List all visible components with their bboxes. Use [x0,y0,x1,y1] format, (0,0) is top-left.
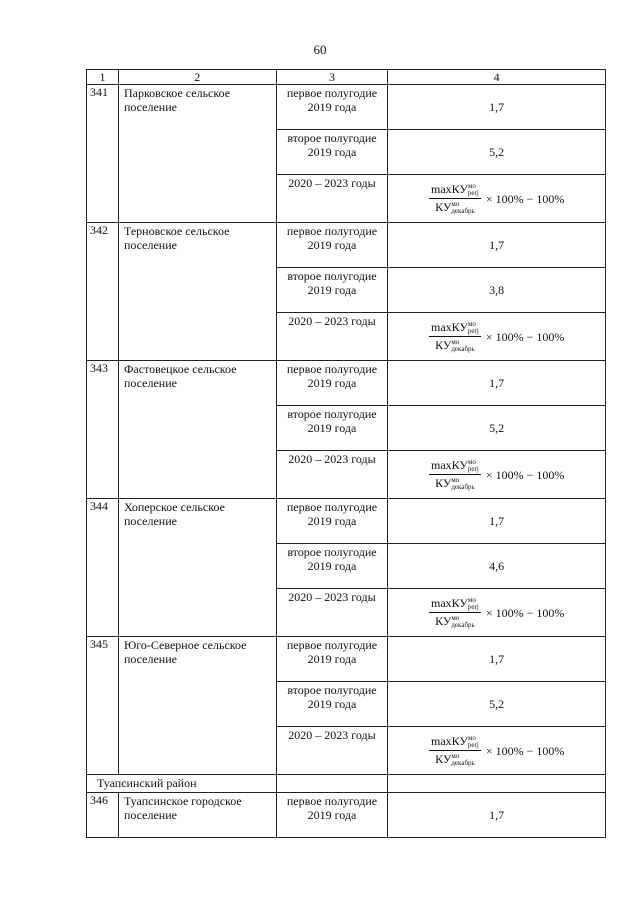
denominator-indices [451,339,474,353]
row-number: 345 [87,637,119,775]
formula-denominator [429,475,481,491]
numerator-sup: мо [467,734,476,742]
formula-numerator [429,320,481,337]
denominator-sup: мо [451,338,460,347]
settlement-name: Парковское сельское поселение [118,85,276,223]
formula-tail: × 100% − 100% [485,467,565,482]
period-label: первое полугодие 2019 года [276,637,388,682]
index-value: 1,7 [388,361,606,406]
index-formula [429,458,564,492]
numerator-main: maxКУ [431,595,468,610]
period-label: 2020 – 2023 годы [276,175,388,223]
denominator-main: КУ [435,614,452,628]
formula-numerator [429,182,481,199]
period-label: второе полугодие 2019 года [276,268,388,313]
denominator-sub: декабрь [451,621,475,630]
formula-fraction [429,458,481,492]
header-row [87,70,606,85]
formula-fraction [429,320,481,354]
formula-denominator [429,199,481,215]
header-cell: 3 [276,70,388,85]
row-number: 341 [87,85,119,223]
index-value: 1,7 [388,637,606,682]
denominator-sup: мо [451,614,460,623]
index-value: 1,7 [388,499,606,544]
formula-cell [388,313,606,361]
period-label: первое полугодие 2019 года [276,223,388,268]
period-label: второе полугодие 2019 года [276,130,388,175]
numerator-indices [468,321,479,335]
settlement-name: Юго-Северное сельское поселение [118,637,276,775]
tariff-table [86,69,606,838]
numerator-indices [468,459,479,473]
district-row [87,775,606,793]
index-formula [429,182,564,216]
formula-tail: × 100% − 100% [485,191,565,206]
numerator-sub: perj [467,327,479,335]
numerator-sub: perj [467,603,479,611]
numerator-sub: perj [467,465,479,473]
table-row [87,499,606,544]
index-value: 4,6 [388,544,606,589]
denominator-sub: декабрь [451,483,475,492]
table-row [87,793,606,838]
index-formula [429,320,564,354]
formula-tail: × 100% − 100% [485,329,565,344]
period-label: первое полугодие 2019 года [276,499,388,544]
header-cell: 1 [87,70,119,85]
period-label: 2020 – 2023 годы [276,589,388,637]
table-row [87,637,606,682]
numerator-main: maxКУ [431,733,468,748]
index-formula [429,596,564,630]
denominator-main: КУ [435,200,452,214]
denominator-sup: мо [451,752,460,761]
denominator-indices [451,753,474,767]
index-value: 5,2 [388,406,606,451]
denominator-main: КУ [435,338,452,352]
formula-numerator [429,458,481,475]
period-label: 2020 – 2023 годы [276,451,388,499]
denominator-sup: мо [451,476,460,485]
table-row [87,85,606,130]
empty-cell [388,775,606,793]
numerator-main: maxКУ [431,181,468,196]
index-formula [429,734,564,768]
empty-cell [276,775,388,793]
numerator-sup: мо [467,458,476,466]
period-label: второе полугодие 2019 года [276,406,388,451]
row-number: 343 [87,361,119,499]
settlement-name: Хоперское сельское поселение [118,499,276,637]
numerator-sub: perj [467,189,479,197]
formula-cell [388,175,606,223]
numerator-indices [468,597,479,611]
index-value: 3,8 [388,268,606,313]
formula-tail: × 100% − 100% [485,605,565,620]
denominator-indices [451,477,474,491]
formula-cell [388,589,606,637]
page-number: 60 [313,42,327,57]
denominator-main: КУ [435,476,452,490]
formula-tail: × 100% − 100% [485,743,565,758]
formula-fraction [429,596,481,630]
index-value: 1,7 [388,793,606,838]
index-value: 5,2 [388,130,606,175]
numerator-sub: perj [467,741,479,749]
formula-numerator [429,734,481,751]
period-label: второе полугодие 2019 года [276,682,388,727]
formula-denominator [429,751,481,767]
period-label: 2020 – 2023 годы [276,727,388,775]
district-name: Туапсинский район [87,775,277,793]
index-value: 1,7 [388,85,606,130]
numerator-sup: мо [467,182,476,190]
formula-fraction [429,734,481,768]
period-label: первое полугодие 2019 года [276,361,388,406]
row-number: 344 [87,499,119,637]
header-cell: 2 [118,70,276,85]
row-number: 342 [87,223,119,361]
index-value: 5,2 [388,682,606,727]
period-label: первое полугодие 2019 года [276,793,388,838]
formula-denominator [429,613,481,629]
denominator-sub: декабрь [451,207,475,216]
settlement-name: Туапсинское городское поселение [118,793,276,838]
period-label: 2020 – 2023 годы [276,313,388,361]
settlement-name: Фастовецкое сельское поселение [118,361,276,499]
table-row [87,223,606,268]
denominator-main: КУ [435,752,452,766]
numerator-indices [468,735,479,749]
formula-fraction [429,182,481,216]
numerator-main: maxКУ [431,319,468,334]
numerator-main: maxКУ [431,457,468,472]
header-cell: 4 [388,70,606,85]
denominator-indices [451,615,474,629]
settlement-name: Терновское сельское поселение [118,223,276,361]
denominator-sub: декабрь [451,759,475,768]
numerator-sup: мо [467,596,476,604]
denominator-sup: мо [451,200,460,209]
formula-cell [388,727,606,775]
formula-cell [388,451,606,499]
table-row [87,361,606,406]
period-label: первое полугодие 2019 года [276,85,388,130]
period-label: второе полугодие 2019 года [276,544,388,589]
formula-denominator [429,337,481,353]
index-value: 1,7 [388,223,606,268]
formula-numerator [429,596,481,613]
numerator-sup: мо [467,320,476,328]
denominator-indices [451,201,474,215]
row-number: 346 [87,793,119,838]
denominator-sub: декабрь [451,345,475,354]
numerator-indices [468,183,479,197]
